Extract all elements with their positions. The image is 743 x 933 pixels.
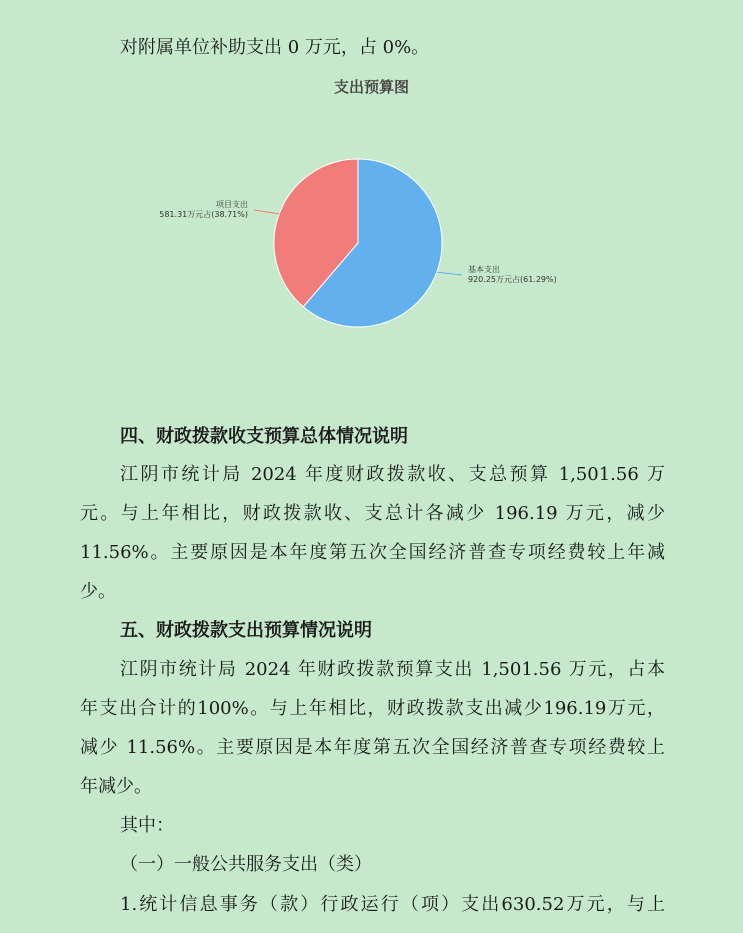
chart-title: 支出预算图 xyxy=(333,78,409,96)
item-1-line: 1.统计信息事务（款）行政运行（项）支出630.52万元，与上 xyxy=(120,894,665,915)
section4-heading: 四、财政拨款收支预算总体情况说明 xyxy=(120,426,408,447)
pie-svg xyxy=(0,70,743,370)
section4-line-1: 江阴市统计局 2024 年度财政拨款收、支总预算 1,501.56 万 xyxy=(120,464,665,485)
slice-name-label-0: 基本支出 xyxy=(468,265,500,274)
section4-line-3: 11.56%。主要原因是本年度第五次全国经济普查专项经费较上年减 xyxy=(80,542,665,563)
slice-value-label-0: 920.25万元占(61.29%) xyxy=(468,275,557,284)
qizhong-label: 其中： xyxy=(120,815,174,836)
slice-name-label-1: 项目支出 xyxy=(216,200,248,209)
section5-heading: 五、财政拨款支出预算情况说明 xyxy=(120,620,372,641)
slice-value-label-1: 581.31万元占(38.71%) xyxy=(159,210,248,219)
subsection-1-heading: （一）一般公共服务支出（类） xyxy=(120,854,372,875)
section5-line-4: 年减少。 xyxy=(80,776,152,797)
expense-budget-pie-chart xyxy=(0,70,743,370)
leader-line-1 xyxy=(254,210,279,214)
section5-line-3: 减少 11.56%。主要原因是本年度第五次全国经济普查专项经费较上 xyxy=(80,737,665,758)
leader-line-0 xyxy=(437,272,462,275)
section5-line-2: 年支出合计的100%。与上年相比，财政拨款支出减少196.19万元， xyxy=(80,698,665,719)
intro-line: 对附属单位补助支出 0 万元，占 0%。 xyxy=(120,37,430,58)
section5-line-1: 江阴市统计局 2024 年财政拨款预算支出 1,501.56 万元，占本 xyxy=(120,659,665,680)
section4-line-4: 少。 xyxy=(80,581,116,602)
section4-line-2: 元。与上年相比，财政拨款收、支总计各减少 196.19 万元，减少 xyxy=(80,503,665,524)
